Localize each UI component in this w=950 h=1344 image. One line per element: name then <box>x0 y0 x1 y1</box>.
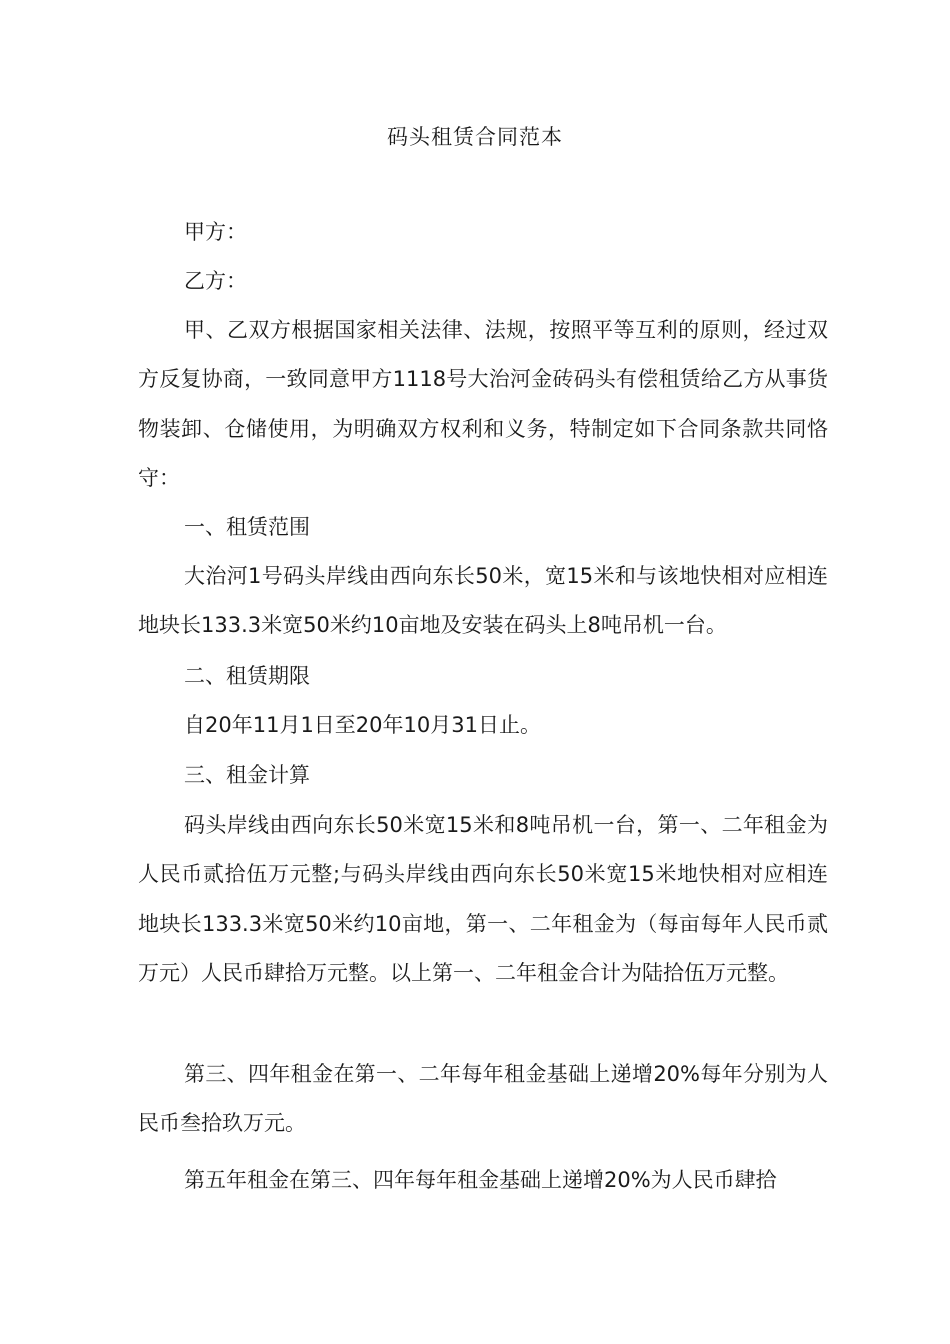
section-1-body: 大治河1号码头岸线由西向东长50米，宽15米和与该地快相对应相连地块长133.3米宽50米约10亩地及安装在码头上8吨吊机一台。 <box>138 564 828 638</box>
section-3-year-3-4: 第三、四年租金在第一、二年每年租金基础上递增20%每年分别为人民币叁拾玖万元。 <box>138 1062 828 1136</box>
section-2-body: 自20年11月1日至20年10月31日止。 <box>184 713 541 737</box>
party-a-line: 甲方： <box>184 220 247 244</box>
section-3-body: 码头岸线由西向东长50米宽15米和8吨吊机一台，第一、二年租金为人民币贰拾伍万元整;与码头岸线由西向东长50米宽15米地快相对应相连地块长133.3米宽50米约10亩地，第一、二年租金为（每亩每年人民币贰万元）人民币肆拾万元整。以上第一、二年租金合计为陆拾伍万元整。 <box>138 813 828 985</box>
section-1-heading: 一、租赁范围 <box>184 515 310 539</box>
section-2-heading: 二、租赁期限 <box>184 664 310 688</box>
intro-paragraph: 甲、乙双方根据国家相关法律、法规，按照平等互利的原则，经过双方反复协商，一致同意甲方1118号大治河金砖码头有偿租赁给乙方从事货物装卸、仓储使用，为明确双方权利和义务，特制定如下合同条款共同恪守： <box>138 318 828 490</box>
section-3-year-5: 第五年租金在第三、四年每年租金基础上递增20%为人民币肆拾 <box>184 1168 777 1192</box>
document-title: 码头租赁合同范本 <box>387 125 563 149</box>
party-b-line: 乙方： <box>184 269 247 293</box>
section-3-heading: 三、租金计算 <box>184 763 310 787</box>
